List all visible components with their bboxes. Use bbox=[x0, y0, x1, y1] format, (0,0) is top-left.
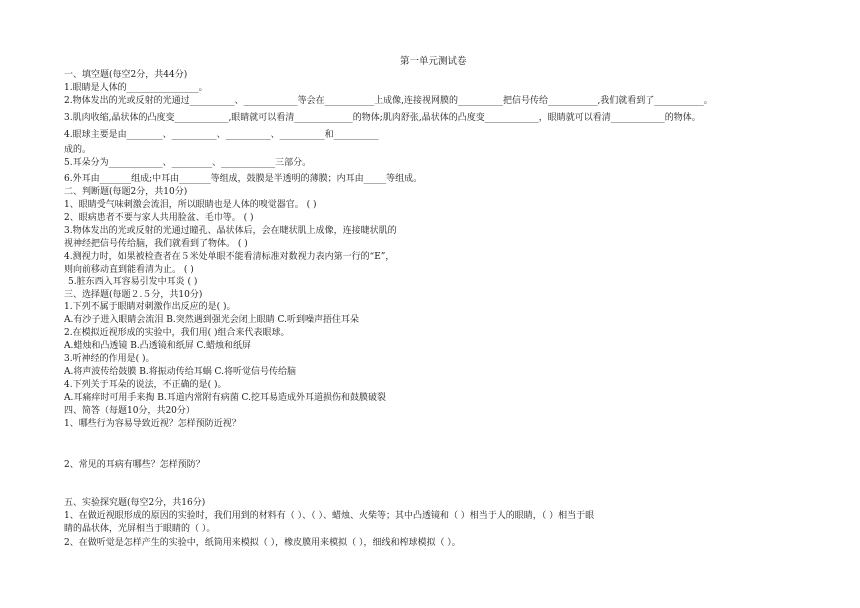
page-title: 第一单元测试卷 bbox=[400, 56, 467, 67]
choice-question-1: 1.下列不属于眼睛对刺激作出反应的是( )。 bbox=[64, 302, 236, 312]
experiment-question-1-cont: 睛的晶状体，光屏相当于眼睛的（ ）。 bbox=[64, 524, 216, 534]
experiment-question-2: 2、在做听觉是怎样产生的实验中，纸筒用来模拟（ ），橡皮膜用来模拟（ ），细线和榨球模拟（ ）。 bbox=[64, 538, 461, 548]
experiment-question-1: 1、在做近视眼形成的原因的实验时，我们用到的材料有（ ）、（ ）、蜡烛、火柴等；其中凸透镜和（ ）相当于人的眼睛，（ ）相当于眼 bbox=[64, 511, 595, 521]
choice-question-2: 2.在模拟近视形成的实验中，我们用( )组合来代表眼球。 bbox=[64, 328, 290, 338]
judge-question-1: 1、眼睛受气味刺激会流泪，所以眼睛也是人体的嗅觉器官。 ( ) bbox=[64, 200, 317, 210]
fill-question-4-cont: 成的。 bbox=[64, 145, 92, 155]
choice-question-4-options: A.耳痛痒时可用手来掏 B.耳道内常附有病菌 C.挖耳易造成外耳道损伤和鼓膜破裂 bbox=[64, 393, 386, 403]
judge-question-3-cont: 视神经把信号传给脑，我们就看到了物体。 ( ) bbox=[64, 239, 248, 249]
judge-question-3: 3.物体发出的光或反射的光通过瞳孔、晶状体后，会在睫状肌上成像，连接睫状肌的 bbox=[64, 226, 397, 236]
fill-question-1: 1.眼睛是人体的________________。 bbox=[64, 83, 208, 93]
short-question-1: 1、哪些行为容易导致近视？怎样预防近视？ bbox=[64, 419, 241, 429]
section-header-fill: 一、填空题(每空2分，共44分) bbox=[64, 70, 188, 80]
section-header-judge: 二、判断题(每题2分，共10分) bbox=[64, 187, 188, 197]
choice-question-3-options: A.将声波传给鼓膜 B.将振动传给耳蜗 C.将听觉信号传给脑 bbox=[64, 367, 296, 377]
fill-question-4: 4.眼球主要是由________、__________、__________、__________和__________ bbox=[64, 130, 379, 140]
judge-question-4: 4.测视力时，如果被检查者在５米处单眼不能看清标准对数视力表内第一行的“E”， bbox=[64, 252, 395, 262]
fill-question-3: 3.肌肉收缩,晶状体的凸度变____________,眼睛就可以看清_____________的物体;肌肉舒张,晶状体的凸度变____________，眼睛就可以看清____________的物体。 bbox=[64, 113, 701, 123]
short-question-2: 2、常见的耳病有哪些？怎样预防？ bbox=[64, 460, 205, 470]
fill-question-2: 2.物体发出的光或反射的光通过__________、____________等会在___________上成像,连接视网膜的__________把信号传给___________,我们就看到了___________。 bbox=[64, 96, 713, 106]
judge-question-5: 5.脏东西入耳容易引发中耳炎 ( ) bbox=[68, 277, 198, 287]
fill-question-5: 5.耳朵分为____________、_________、____________三部分。 bbox=[64, 158, 312, 168]
choice-question-3: 3.听神经的作用是( )。 bbox=[64, 354, 155, 364]
choice-question-2-options: A.蜡烛和凸透镜 B.凸透镜和纸屏 C.蜡烛和纸屏 bbox=[64, 341, 251, 351]
section-header-short: 四、简答（每题10分，共20分） bbox=[64, 406, 195, 416]
fill-question-6: 6.外耳由_______组成;中耳由_______等组成，鼓膜是半透明的薄膜；内耳由_____等组成。 bbox=[64, 174, 423, 184]
judge-question-4-cont: 则向前移动直到能看清为止。 ( ) bbox=[64, 265, 194, 275]
section-header-experiment: 五、实验探究题(每空2分，共16分) bbox=[64, 498, 206, 508]
judge-question-2: 2、眼病患者不要与家人共用脸盆、毛巾等。 ( ) bbox=[64, 213, 254, 223]
choice-question-1-options: A.有沙子进入眼睛会流泪 B.突然遇到强光会闭上眼睛 C.听到噪声捂住耳朵 bbox=[64, 315, 359, 325]
section-header-choice: 三、选择题(每题２.５分，共10分) bbox=[64, 290, 203, 300]
choice-question-4: 4.下列关于耳朵的说法，不正确的是( )。 bbox=[64, 380, 227, 390]
